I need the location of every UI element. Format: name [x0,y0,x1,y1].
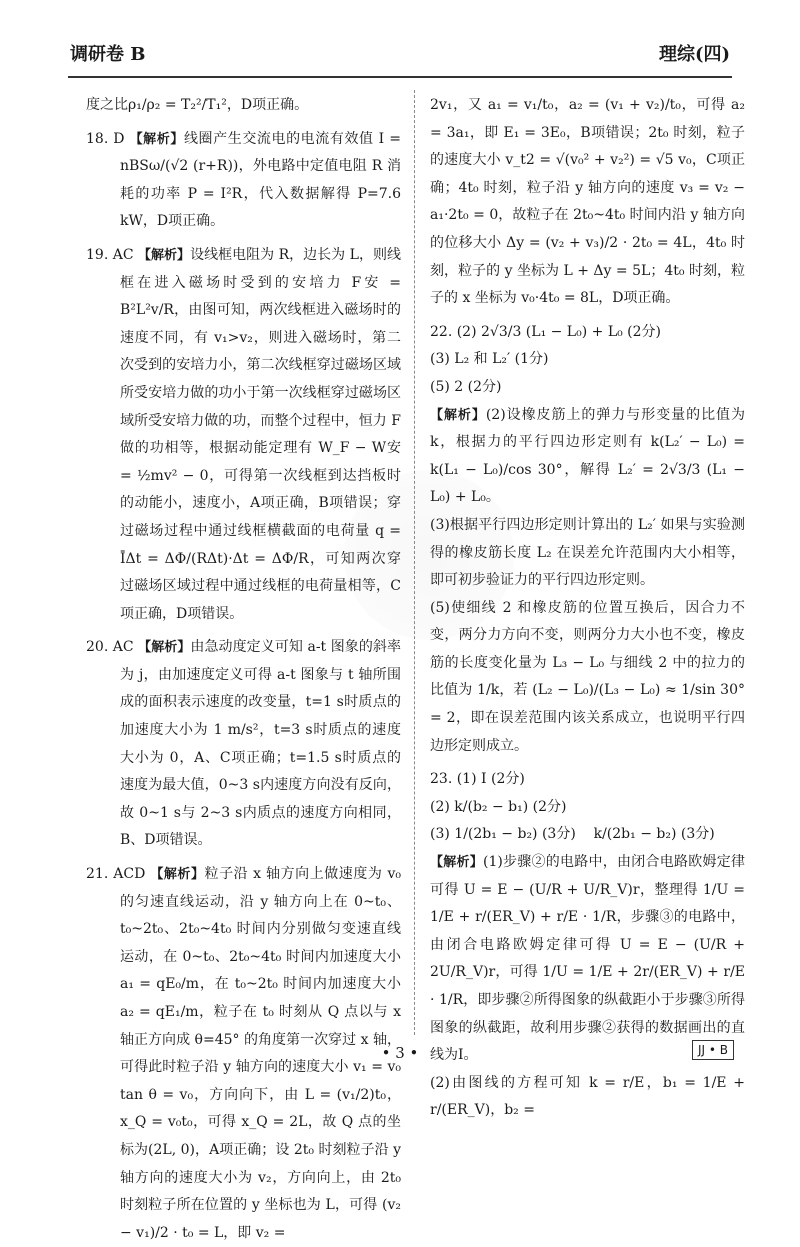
analysis-tag: 【解析】 [138,640,191,656]
paragraph-q1 [430,92,750,313]
paragraph-q10 [430,821,745,849]
paragraph-text: (5) 2 (2分) [430,378,502,395]
paragraph-text: 设线框电阻为 R，边长为 L，则线框在进入磁场时受到的安培力 F安 = B²L²v/R，由图可知，两次线框进入磁场时的速度不同，有 v₁>v₂，则进入磁场时，第二次受到的安培力小，第二次线框穿过磁场区域所受安培力做的功小于第一次线框穿过磁场区域所受安培力做的功，而整个过程中，恒力 F 做的功相等，根据动能定理有 W_F − W安 = ½mv² − 0，可得第一次线框到达挡板时的动能小，速度小，A项正确，B项错误；穿过磁场过程中通过线框横截面的电荷量 q = ĪΔt = ΔΦ/(RΔt)·Δt = ΔΦ/R，可知两次穿过磁场区域过程中通过线框的电荷量相等，C项正确，D项错误。 [120,246,406,622]
paragraph-p4 [86,634,401,855]
paragraph-q7 [430,595,750,761]
paragraph-q9 [430,794,745,822]
paragraph-text: (1)步骤②的电路中，由闭合电路欧姆定律可得 U = E − (U/R + U/R_V)r，整理得 1/U = 1/E + r/(ER_V) + r/E · 1/R，步骤③的电路中，由闭合电路欧姆定律可得 U = E − (U/R + 2U/R_V)r，可得 1/U = 1/E + 2r/(ER_V) + r/E · 1/R，即步骤②所得图象的纵截距小于步骤③所得图象的纵截距，故利用步骤②获得的数据画出的直线为Ⅰ。 [430,854,750,1064]
paragraph-q12 [430,1070,750,1125]
header-rule [68,76,732,78]
paragraph-p3 [86,242,406,628]
left-column [86,92,406,1247]
analysis-tag: 【解析】 [150,867,205,883]
paragraph-text: 2v₁，又 a₁ = v₁/t₀，a₂ = (v₁ + v₂)/t₀，可得 a₂ = 3a₁，即 E₁ = 3E₀，B项错误；2t₀ 时刻，粒子的速度大小 v_t2 = √(v₀² + v₂²) = √5 v₀，C项正确；4t₀ 时刻，粒子沿 y 轴方向的速度 v₃ = v₂ − a₁·2t₀ = 0，故粒子在 2t₀~4t₀ 时间内沿 y 轴方向的位移大小 Δy = (v₂ + v₃)/2 · 2t₀ = 4L，4t₀ 时刻，粒子的 y 坐标为 L + Δy = 5L；4t₀ 时刻，粒子的 x 坐标为 v₀·4t₀ = 8L，D项正确。 [430,97,750,307]
paragraph-q5 [430,402,750,512]
question-number: 23. [430,771,457,788]
question-number: 20. AC [86,639,139,656]
paragraph-q6 [430,512,745,595]
page-number: • 3 • [381,1044,419,1062]
paragraph-q2 [430,319,745,347]
question-number: 18. D [86,130,130,147]
question-number: 19. AC [86,246,139,263]
column-divider [414,90,415,1035]
paragraph-q3 [430,346,745,374]
question-number: 21. ACD [86,866,151,883]
paragraph-text: (2)设橡皮筋上的弹力与形变量的比值为 k，根据力的平行四边形定则有 k(L₂′ − L₀) = k(L₁ − L₀)/cos 30°，解得 L₂′ = 2√3/3 (L₁ − L₀) + L₀。 [430,406,750,506]
paragraph-q11 [430,849,750,1070]
paragraph-text: (5)使细线 2 和橡皮筋的位置互换后，因合力不变，两分力方向不变，则两分力大小也不变，橡皮筋的长度变化量为 L₃ − L₀ 与细线 2 中的拉力的比值为 1/k，若 (L₂ − L₀)/(L₃ − L₀) ≈ 1/sin 30° = 2，即在误差范围内该关系成立，也说明平行四边形定则成立。 [430,599,750,754]
paragraph-text: (1) Ⅰ (2分) [456,771,525,788]
paragraph-text: 粒子沿 x 轴方向上做速度为 v₀ 的匀速直线运动，沿 y 轴方向上在 0~t₀、t₀~2t₀、2t₀~4t₀ 时间内分别做匀变速直线运动，在 0~t₀、2t₀~4t₀ 时间内加速度大小 a₁ = qE₀/m，在 t₀~2t₀ 时间内加速度大小 a₂ = qE₁/m，粒子在 t₀ 时刻从 Q 点以与 x 轴正方向成 θ=45° 的角度第一次穿过 x 轴，可得此时粒子沿 y 轴方向的速度大小 v₁ = v₀ tan θ = v₀，方向向下，由 L = (v₁/2)t₀，x_Q = v₀t₀，可得 x_Q = 2L，故 Q 点的坐标为(2L, 0)，A项正确；设 2t₀ 时刻粒子沿 y 轴方向的速度大小为 v₂，方向向上，由 2t₀ 时刻粒子所在位置的 y 坐标也为 L，可得 (v₂ − v₁)/2 · t₀ = L，即 v₂ = [120,866,406,1241]
paragraph-text: 由急动度定义可知 a-t 图象的斜率为 j，由加速度定义可得 a-t 图象与 t 轴所围成的面积表示速度的改变量，t=1 s时质点的加速度大小为 1 m/s²，t=3 s时质点的速度大小为 0，A、C项正确；t=1.5 s时质点的速度为最大值，0~3 s内速度方向没有反向，故 0~1 s与 2~3 s内质点的速度方向相同，B、D项错误。 [120,639,401,849]
paragraph-text: (2) k/(b₂ − b₁) (2分) [430,798,567,815]
paragraph-text: (3) L₂ 和 L₂′ (1分) [430,351,549,368]
analysis-tag: 【解析】 [430,855,483,871]
paragraph-p2 [86,126,406,236]
page-header [0,0,800,82]
paragraph-text: 线圈产生交流电的电流有效值 I = nBSω/(√2 (r+R))，外电路中定值电阻 R 消耗的功率 P = I²R，代入数据解得 P=7.6 kW，D项正确。 [120,130,406,230]
paragraph-q8 [430,766,745,794]
paragraph-text: (3) 1/(2b₁ − b₂) (3分) k/(2b₁ − b₂) (3分) [430,826,715,843]
analysis-tag: 【解析】 [138,247,191,263]
header-left-title: 调研卷 B [70,44,146,65]
analysis-tag: 【解析】 [430,407,486,423]
analysis-tag: 【解析】 [129,131,184,147]
paragraph-text: (2)由图线的方程可知 k = r/E，b₁ = 1/E + r/(ER_V)，b₂ = [430,1074,750,1119]
question-number: 22. [430,323,457,340]
right-column [430,92,750,1125]
paragraph-p1 [86,92,401,120]
paragraph-text: 度之比ρ₁/ρ₂ = T₂²/T₁²，D项正确。 [86,97,309,113]
paragraph-q4 [430,374,745,402]
paragraph-text: (2) 2√3/3 (L₁ − L₀) + L₀ (2分) [456,323,662,340]
footer-code-badge: JJ • B [692,1040,734,1060]
header-right-title: 理综(四) [658,44,730,65]
paragraph-text: (3)根据平行四边形定则计算出的 L₂′ 如果与实验测得的橡皮筋长度 L₂ 在误差允许范围内大小相等，即可初步验证力的平行四边形定则。 [430,516,745,589]
